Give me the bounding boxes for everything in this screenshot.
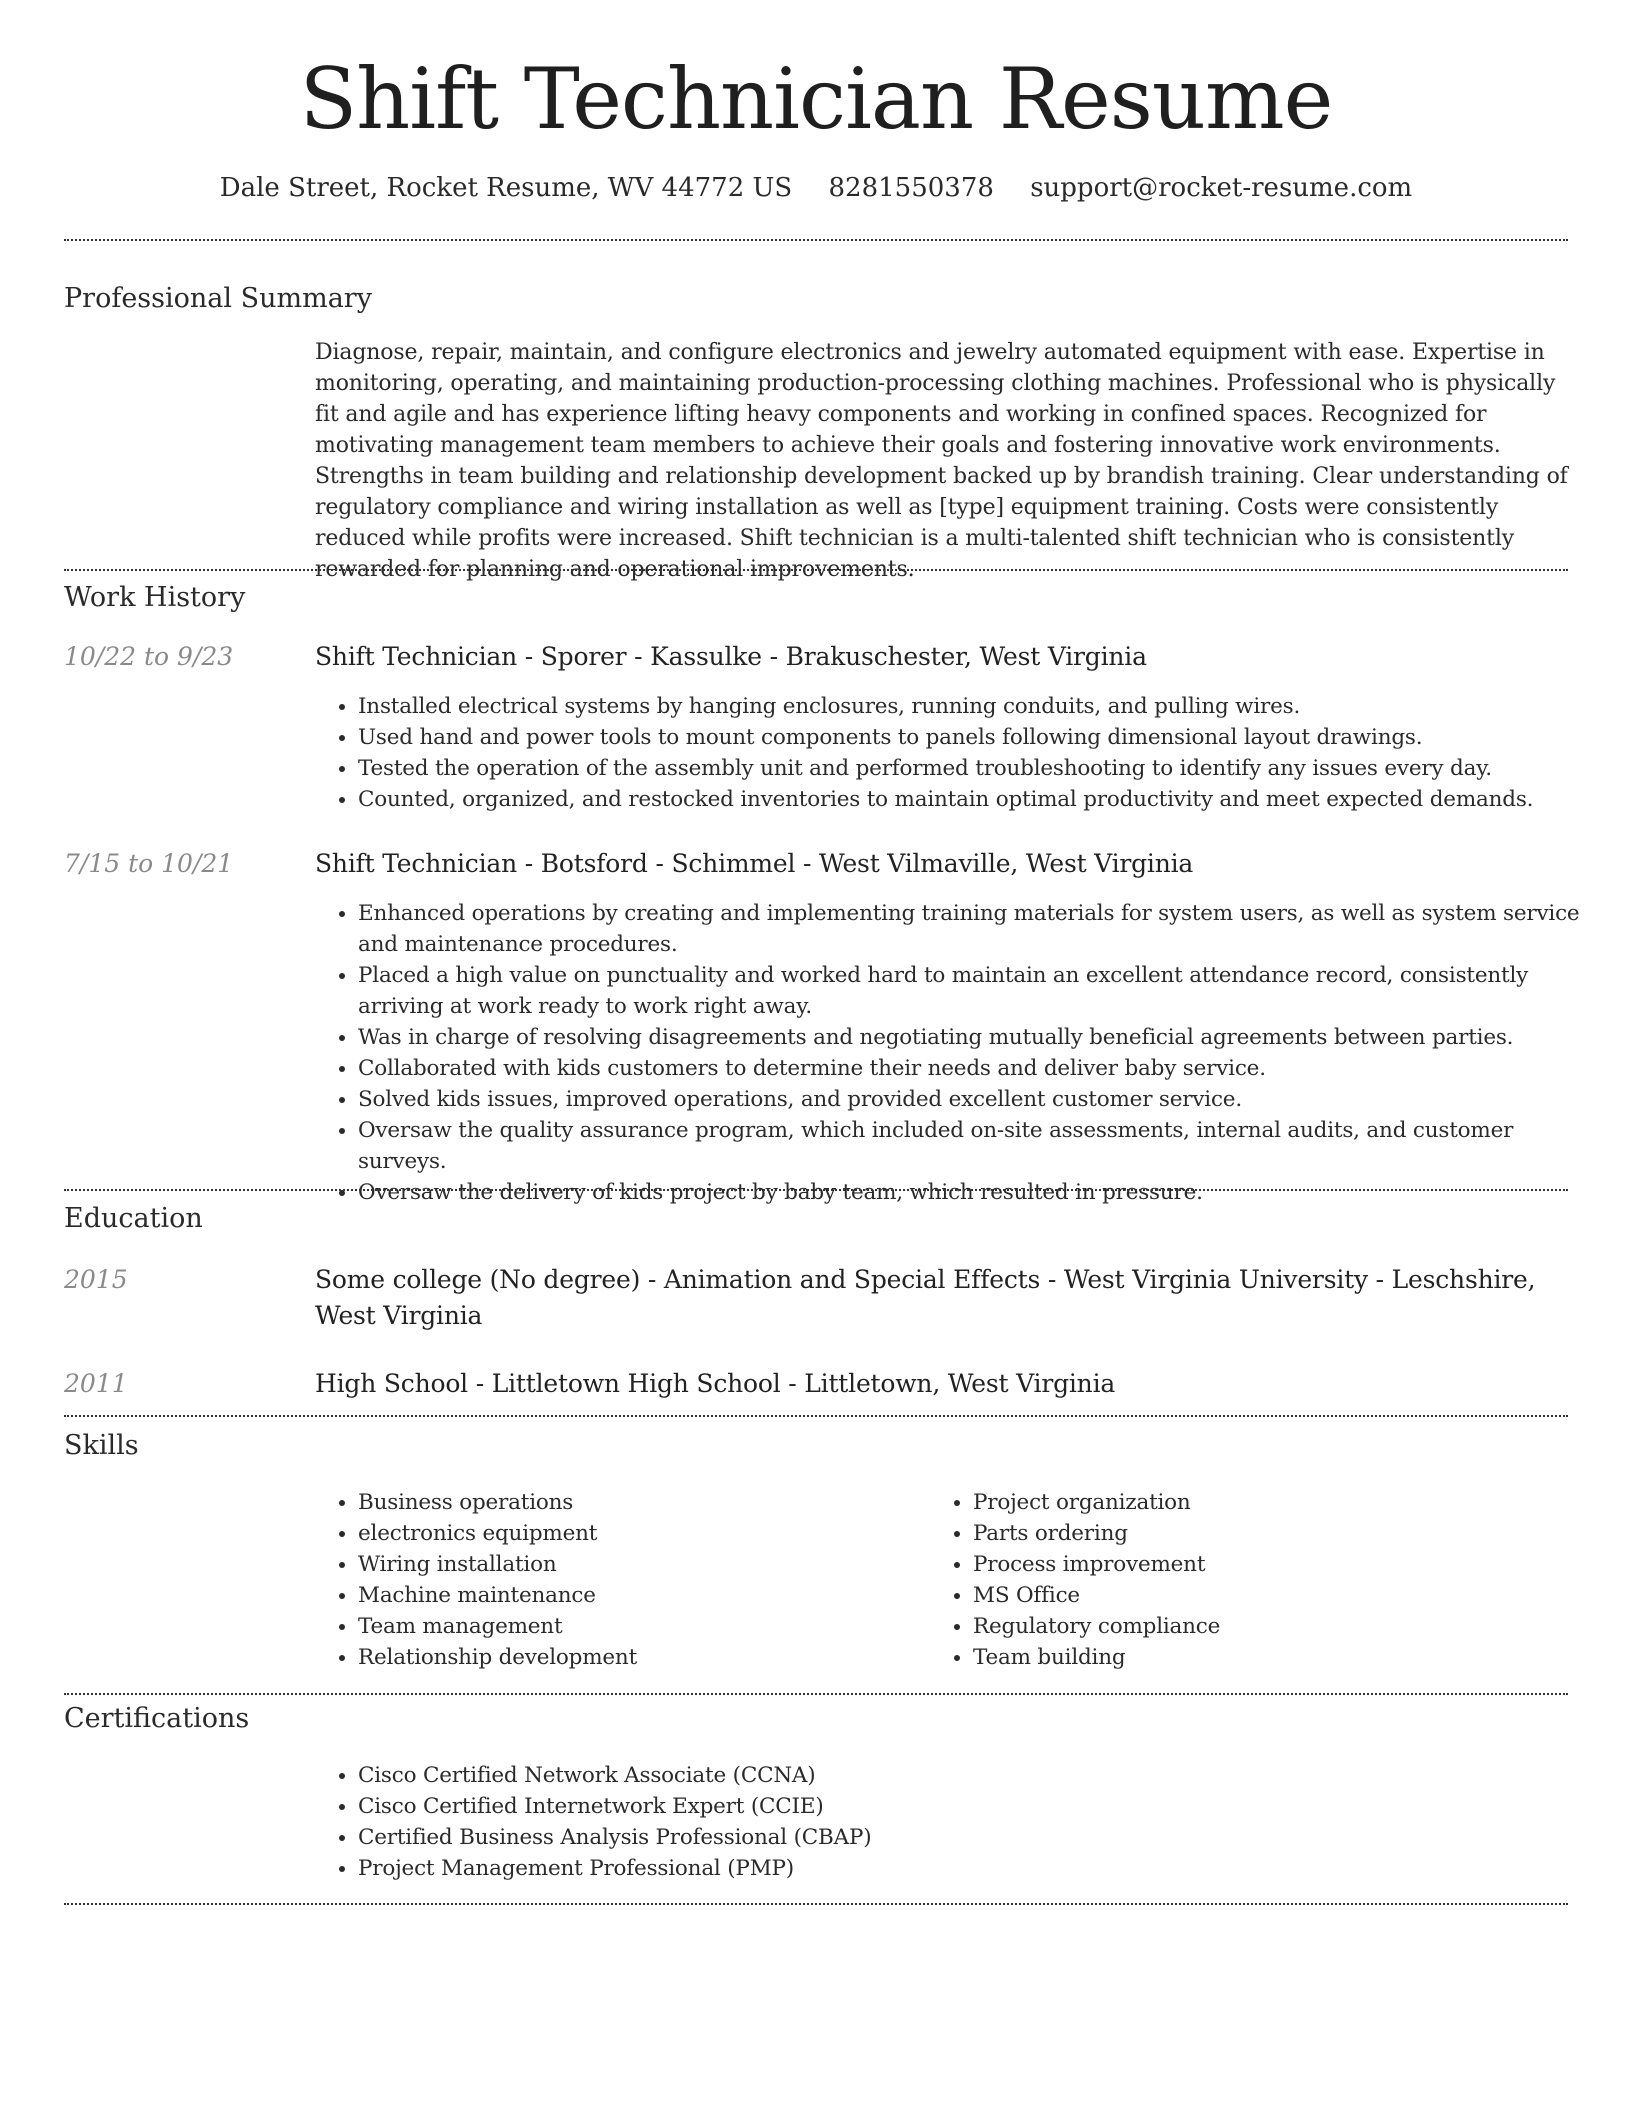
skill-item: • Wiring installation <box>358 1549 918 1580</box>
skills-list-left <box>314 1487 918 1673</box>
list-item: • Counted, organized, and restocked inventories to maintain optimal productivity and meet expected demands. <box>358 784 1608 815</box>
section-title-education: Education <box>64 1203 203 1234</box>
summary-text: Diagnose, repair, maintain, and configure electronics and jewelry automated equipment with ease. Expertise in monitoring, operating, and maintaining production-processing clothing machines. Professional who is physically fit and agile and has experience lifting heavy components and working in confined spaces. Recognized for motivating management team members to achieve their goals and fostering innovative work environments. Strengths in team building and relationship development backed up by brandish training. Clear understanding of regulatory compliance and wiring installation as well as [type] equipment training. Costs were consistently reduced while profits were increased. Shift technician is a multi-talented shift technician who is consistently rewarded for planning and operational improvements. <box>315 340 1568 582</box>
skill-item: • Business operations <box>358 1487 918 1518</box>
skills-list-right <box>929 1487 1573 1673</box>
resume-title: Shift Technician Resume <box>299 50 1333 148</box>
divider <box>64 239 1568 241</box>
job-bullets <box>314 691 1608 815</box>
list-item: • Tested the operation of the assembly unit and performed troubleshooting to identify any issues every day. <box>358 753 1608 784</box>
list-item: • Placed a high value on punctuality and worked hard to maintain an excellent attendance record, consistently arriving at work ready to work right away. <box>358 960 1608 1022</box>
list-item: • Enhanced operations by creating and implementing training materials for system users, as well as system service and maintenance procedures. <box>358 898 1608 960</box>
divider <box>64 1189 1568 1191</box>
education-entry: Some college (No degree) - Animation and Special Effects - West Virginia University - Leschshire, West Virginia <box>315 1265 1536 1330</box>
certification-item: • Certified Business Analysis Professional (CBAP) <box>358 1822 1608 1853</box>
contact-address: Dale Street, Rocket Resume, WV 44772 US <box>219 173 793 203</box>
divider <box>64 569 1568 571</box>
section-title-skills: Skills <box>64 1430 139 1461</box>
skill-item: • electronics equipment <box>358 1518 918 1549</box>
job-dates: 10/22 to 9/23 <box>64 642 234 671</box>
divider <box>64 1693 1568 1695</box>
contact-phone: 8281550378 <box>828 173 994 203</box>
job-dates: 7/15 to 10/21 <box>64 849 234 878</box>
certification-item: • Cisco Certified Network Associate (CCNA) <box>358 1760 1608 1791</box>
divider <box>64 1903 1568 1905</box>
list-item: • Collaborated with kids customers to determine their needs and deliver baby service. <box>358 1053 1608 1084</box>
list-item: • Oversaw the quality assurance program, which included on-site assessments, internal audits, and customer surveys. <box>358 1115 1608 1177</box>
skill-item: • Regulatory compliance <box>973 1611 1573 1642</box>
job-bullets <box>314 898 1608 1208</box>
certifications-list <box>314 1760 1608 1884</box>
list-item: • Was in charge of resolving disagreements and negotiating mutually beneficial agreements between parties. <box>358 1022 1608 1053</box>
skill-item: • Team management <box>358 1611 918 1642</box>
skill-item: • Team building <box>973 1642 1573 1673</box>
list-item: • Installed electrical systems by hanging enclosures, running conduits, and pulling wires. <box>358 691 1608 722</box>
section-title-certifications: Certifications <box>64 1703 250 1734</box>
skill-item: • Project organization <box>973 1487 1573 1518</box>
list-item: • Used hand and power tools to mount components to panels following dimensional layout drawings. <box>358 722 1608 753</box>
contact-email: support@rocket-resume.com <box>1030 173 1413 203</box>
education-entry: High School - Littletown High School - Littletown, West Virginia <box>315 1369 1116 1398</box>
skill-item: • MS Office <box>973 1580 1573 1611</box>
job-heading: Shift Technician - Sporer - Kassulke - Brakuschester, West Virginia <box>315 642 1147 671</box>
education-year: 2015 <box>64 1265 128 1294</box>
skill-item: • Relationship development <box>358 1642 918 1673</box>
certification-item: • Cisco Certified Internetwork Expert (CCIE) <box>358 1791 1608 1822</box>
section-title-summary: Professional Summary <box>64 283 372 314</box>
skill-item: • Parts ordering <box>973 1518 1573 1549</box>
education-year: 2011 <box>64 1369 128 1398</box>
list-item: • Solved kids issues, improved operations, and provided excellent customer service. <box>358 1084 1608 1115</box>
certification-item: • Project Management Professional (PMP) <box>358 1853 1608 1884</box>
skill-item: • Process improvement <box>973 1549 1573 1580</box>
contact-line <box>0 168 1632 208</box>
section-title-work-history: Work History <box>64 582 246 613</box>
skill-item: • Machine maintenance <box>358 1580 918 1611</box>
job-heading: Shift Technician - Botsford - Schimmel - West Vilmaville, West Virginia <box>315 849 1194 878</box>
divider <box>64 1415 1568 1417</box>
list-item: • Oversaw the delivery of kids project by baby team, which resulted in pressure. <box>358 1177 1608 1208</box>
